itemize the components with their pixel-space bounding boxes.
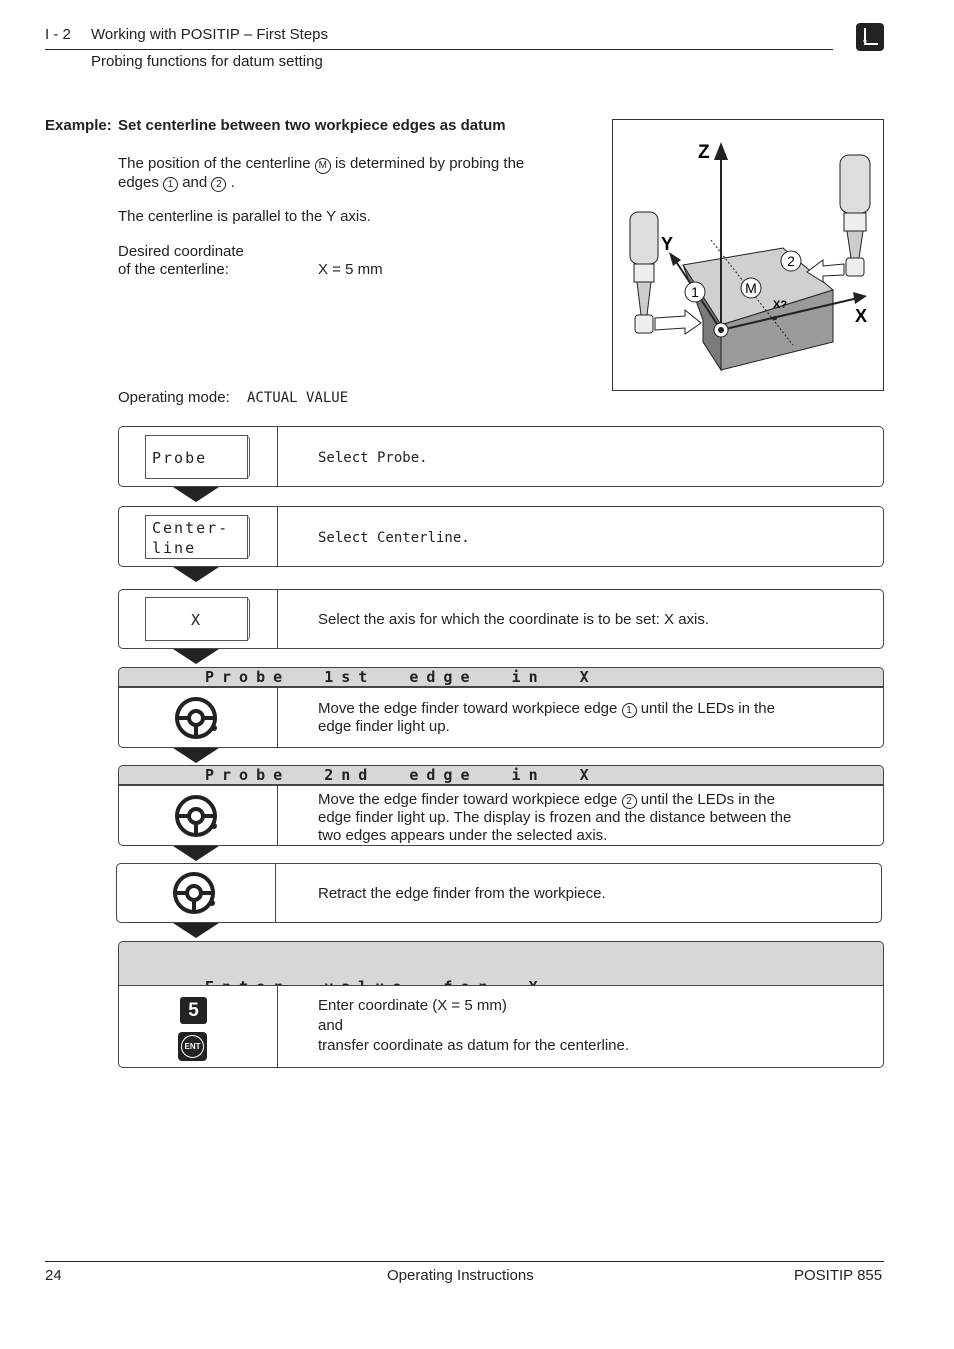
flow-arrow [173, 923, 219, 938]
page-number: 24 [45, 1267, 62, 1284]
step-text: Select the axis for which the coordinate is to be set: X axis. [318, 611, 710, 628]
probing-figure [612, 119, 884, 391]
operating-mode-value: ACTUAL VALUE [247, 390, 349, 406]
display-enter-value [118, 941, 884, 986]
circled-m: M [315, 158, 331, 174]
step-text: Move the edge finder toward workpiece edge 2 until the LEDs in the edge finder light up. The display is frozen and the distance between the two edges appears under the selected axis. [318, 791, 792, 844]
ent-key-button[interactable] [178, 1032, 207, 1061]
fig-label-xq: X? [773, 299, 788, 311]
footer-right: POSITIP 855 [794, 1267, 883, 1284]
paragraph-parallel: The centerline is parallel to the Y axis. [118, 208, 371, 225]
desired-coordinate-value: X = 5 mm [318, 261, 383, 278]
probe-softkey[interactable]: Probe [145, 435, 248, 479]
step-text: Move the edge finder toward workpiece edge 1 until the LEDs in the edge finder light up. [318, 700, 775, 735]
operating-mode-label: Operating mode: [118, 389, 230, 406]
centerline-softkey[interactable]: Center- line [145, 515, 248, 559]
fig-label-m: M [745, 280, 757, 296]
circled-2: 2 [622, 794, 637, 809]
flow-arrow [173, 748, 219, 763]
step-text: Select Centerline. [318, 530, 470, 546]
workpiece-illustration [613, 120, 883, 390]
section-number: I - 2 [45, 26, 71, 43]
example-title: Set centerline between two workpiece edges as datum [118, 117, 506, 134]
circled-1: 1 [622, 703, 637, 718]
circled-1: 1 [163, 177, 178, 192]
step-select-probe [118, 426, 884, 487]
handwheel-icon [174, 793, 220, 839]
footer-center: Operating Instructions [387, 1267, 534, 1284]
fig-axis-z: Z [698, 142, 710, 163]
flow-arrow [173, 846, 219, 861]
fig-label-2: 2 [787, 253, 795, 269]
step-probe-1st-edge [118, 687, 884, 748]
step-select-centerline [118, 506, 884, 567]
flow-arrow [173, 487, 219, 502]
fig-axis-x: X [855, 306, 868, 326]
circled-2: 2 [211, 177, 226, 192]
fig-label-1: 1 [691, 284, 699, 300]
step-text: Select Probe. [318, 450, 428, 466]
step-probe-2nd-edge [118, 785, 884, 846]
section-subtitle: Probing functions for datum setting [91, 53, 323, 70]
handwheel-icon [174, 695, 220, 741]
ent-key-label: ENT [181, 1035, 204, 1058]
desired-coordinate-line1: Desired coordinate [118, 243, 244, 260]
x-axis-softkey[interactable]: X [145, 597, 248, 641]
step-text: Retract the edge finder from the workpiece. [318, 885, 606, 902]
flow-arrow [173, 567, 219, 582]
desired-coordinate-line2: of the centerline: [118, 261, 229, 278]
display-probe-2nd-edge: Probe 2nd edge in X [118, 765, 884, 785]
paragraph-centerline: The position of the centerline M is determined by probing the edges 1 and 2 . [118, 155, 525, 191]
display-probe-1st-edge: Probe 1st edge in X [118, 667, 884, 687]
step-retract [116, 863, 882, 923]
step-select-axis [118, 589, 884, 649]
section-title: Working with POSITIP – First Steps [91, 26, 329, 43]
step-text: Enter coordinate (X = 5 mm) and transfer coordinate as datum for the centerline. [318, 997, 630, 1054]
header-rule [45, 49, 833, 50]
handwheel-icon [172, 870, 218, 916]
fig-axis-y: Y [661, 234, 674, 254]
key-5-button[interactable]: 5 [180, 997, 207, 1024]
flow-arrow [173, 649, 219, 664]
footer-rule [45, 1261, 884, 1262]
chapter-tab-icon [856, 23, 884, 51]
example-label: Example: [45, 117, 112, 134]
step-enter-coordinate [118, 985, 884, 1068]
